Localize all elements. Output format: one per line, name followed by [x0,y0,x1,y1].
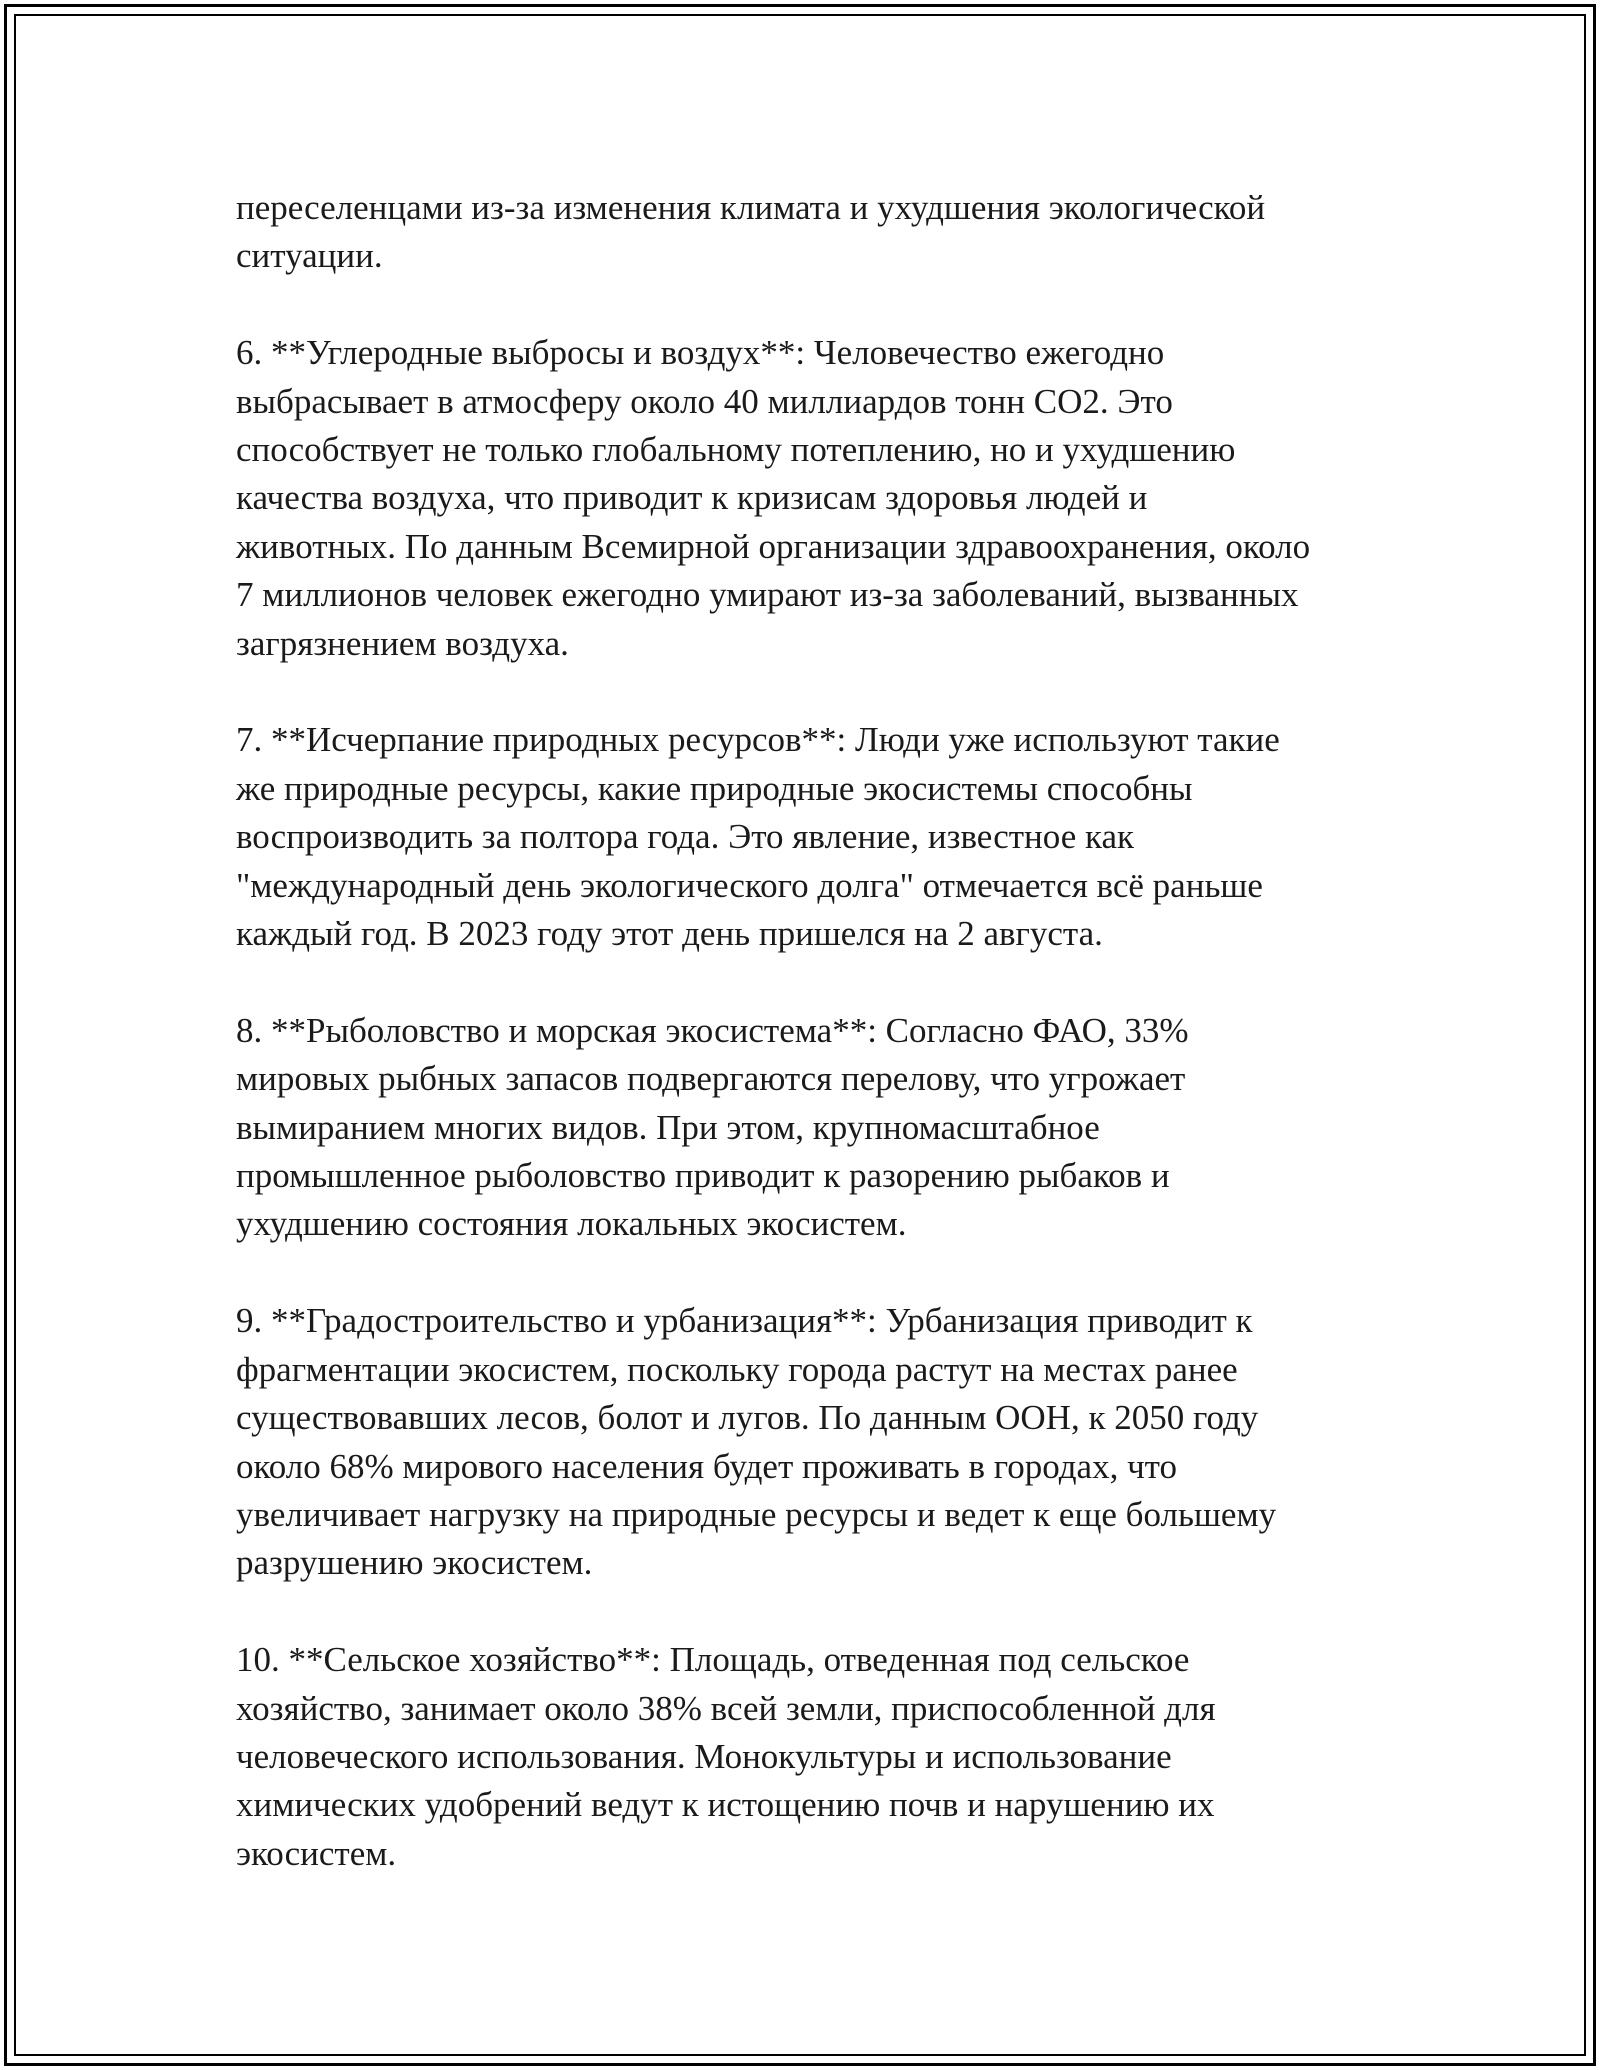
paragraph-item-7 [236,716,1386,958]
text-line: экосистем. [236,1833,397,1873]
text-line: химических удобрений ведут к истощению почв и нарушению их [236,1785,1215,1825]
text-line: выбрасывает в атмосферу около 40 миллиардов тонн CO2. Это [236,381,1173,421]
paragraph-item-9 [236,1297,1386,1587]
text-line: около 68% мирового населения будет проживать в городах, что [236,1446,1178,1486]
text-line: "международный день экологического долга" отмечается всё раньше [236,865,1263,905]
text-line: хозяйство, занимает около 38% всей земли, приспособленной для [236,1688,1216,1728]
text-line: ухудшению состояния локальных экосистем. [236,1204,907,1244]
text-line: вымиранием многих видов. При этом, крупномасштабное [236,1107,1100,1147]
paragraph-item-6 [236,329,1386,668]
text-line: человеческого использования. Монокультуры и использование [236,1736,1172,1776]
text-line: фрагментации экосистем, поскольку города растут на местах ранее [236,1349,1238,1389]
paragraph-continuation [236,184,1386,281]
text-line: 6. **Углеродные выбросы и воздух**: Человечество ежегодно [236,333,1165,373]
text-line: качества воздуха, что приводит к кризисам здоровья людей и [236,478,1148,518]
paragraph-item-8 [236,1007,1386,1249]
text-line: увеличивает нагрузку на природные ресурсы и ведет к еще большему [236,1494,1277,1534]
text-line: разрушению экосистем. [236,1543,593,1583]
text-line: мировых рыбных запасов подвергаются перелову, что угрожает [236,1059,1186,1099]
text-line: каждый год. В 2023 году этот день пришелся на 2 августа. [236,914,1103,954]
text-line: 7. **Исчерпание природных ресурсов**: Люди уже используют такие [236,720,1280,760]
text-line: существовавших лесов, болот и лугов. По данным ООН, к 2050 году [236,1398,1259,1438]
text-line: переселенцами из-за изменения климата и ухудшения экологической [236,188,1266,227]
text-line: загрязнением воздуха. [236,623,569,663]
text-line: ситуации. [236,236,383,276]
paragraph-item-10 [236,1636,1386,1878]
text-line: воспроизводить за полтора года. Это явление, известное как [236,817,1135,857]
text-line: 7 миллионов человек ежегодно умирают из-за заболеваний, вызванных [236,575,1299,615]
document-body [236,184,1386,1927]
text-line: 8. **Рыболовство и морская экосистема**: Согласно ФАО, 33% [236,1010,1189,1050]
text-line: способствует не только глобальному потеплению, но и ухудшению [236,430,1236,470]
text-line: 10. **Сельское хозяйство**: Площадь, отведенная под сельское [236,1640,1190,1680]
text-line: же природные ресурсы, какие природные экосистемы способны [236,768,1193,808]
text-line: животных. По данным Всемирной организации здравоохранения, около [236,526,1311,566]
text-line: промышленное рыболовство приводит к разорению рыбаков и [236,1156,1170,1196]
text-line: 9. **Градостроительство и урбанизация**: Урбанизация приводит к [236,1301,1253,1341]
